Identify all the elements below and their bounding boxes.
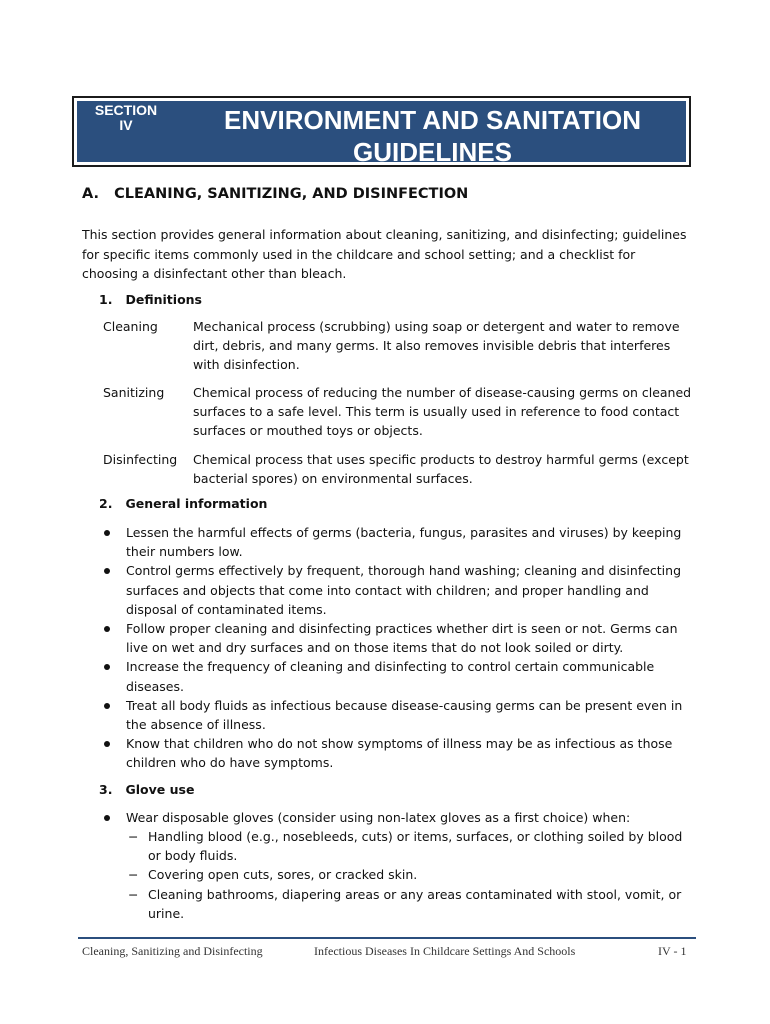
bullet-icon [104,741,110,747]
general-info-list [103,523,695,773]
glove-use-list [103,808,695,827]
section-banner [72,96,691,167]
list-item: Wear disposable gloves (consider using non-latex gloves as a first choice) when: [103,808,695,827]
definitions-heading: 1. Definitions [99,292,202,307]
footer-section-name: Cleaning, Sanitizing and Disinfecting [82,944,263,958]
definition-term: Cleaning [103,319,158,334]
footer-document-title: Infectious Diseases In Childcare Settings And Schools [314,944,576,958]
definition-description: Chemical process that uses specific products to destroy harmful germs (except bacterial spores) on environmental surfaces. [193,452,689,486]
bullet-icon [104,703,110,709]
definition-term: Sanitizing [103,385,165,400]
list-item: Know that children who do not show symptoms of illness may be as infectious as those children who do have symptoms. [103,734,695,772]
glove-use-heading: 3. Glove use [99,782,195,797]
list-item: Lessen the harmful effects of germs (bacteria, fungus, parasites and viruses) by keeping their numbers low. [103,523,695,561]
bullet-icon [104,815,110,821]
definition-description: Mechanical process (scrubbing) using soap or detergent and water to remove dirt, debris, and many germs. It also removes invisible debris that interferes with disinfection. [193,319,680,372]
glove-use-sublist [126,827,696,923]
bullet-icon [104,664,110,670]
title-line-2: GUIDELINES [353,137,512,167]
dash-icon: − [128,829,139,844]
general-info-heading: 2. General information [99,496,268,511]
banner-fill [77,101,686,167]
section-number: IV [119,117,133,133]
definition-term: Disinfecting [103,452,178,467]
list-item: Follow proper cleaning and disinfecting practices whether dirt is seen or not. Germs can live on wet and dry surfaces and on those items that do not look soiled or dirty. [103,619,695,657]
bullet-icon [104,568,110,574]
list-item: Increase the frequency of cleaning and disinfecting to control certain communicable diseases. [103,657,695,695]
footer-page-number: IV - 1 [658,944,687,958]
list-item: Control germs effectively by frequent, thorough hand washing; cleaning and disinfecting surfaces and objects that come into contact with children; and proper handling and disposal of contaminated items. [103,561,695,619]
footer-divider [78,937,696,939]
definition-description: Chemical process of reducing the number of disease-causing germs on cleaned surfaces to a safe level. This term is usually used in reference to food contact surfaces or mouthed toys or objects. [193,385,692,438]
title-line-1: ENVIRONMENT AND SANITATION [224,105,641,135]
list-item: Treat all body fluids as infectious because disease-causing germs can be present even in the absence of illness. [103,696,695,734]
section-word: SECTION [94,102,158,118]
list-item: − Cleaning bathrooms, diapering areas or any areas contaminated with stool, vomit, or urine. [128,886,682,921]
heading-cleaning-sanitizing: A. CLEANING, SANITIZING, AND DISINFECTION [82,186,469,202]
bullet-icon [104,530,110,536]
dash-icon: − [128,886,139,902]
dash-icon: − [128,867,139,883]
page-title [187,104,678,168]
list-item: − Covering open cuts, sores, or cracked skin. [126,865,696,884]
list-item: − Handling blood (e.g., nosebleeds, cuts) or items, surfaces, or clothing soiled by blood or body fluids. [128,829,683,864]
section-label [91,103,161,133]
bullet-icon [104,626,110,632]
intro-paragraph: This section provides general information about cleaning, sanitizing, and disinfecting; guidelines for specific items commonly used in the childcare and school setting; and a checklist for choosing a disinfectant other than bleach. [82,227,687,281]
